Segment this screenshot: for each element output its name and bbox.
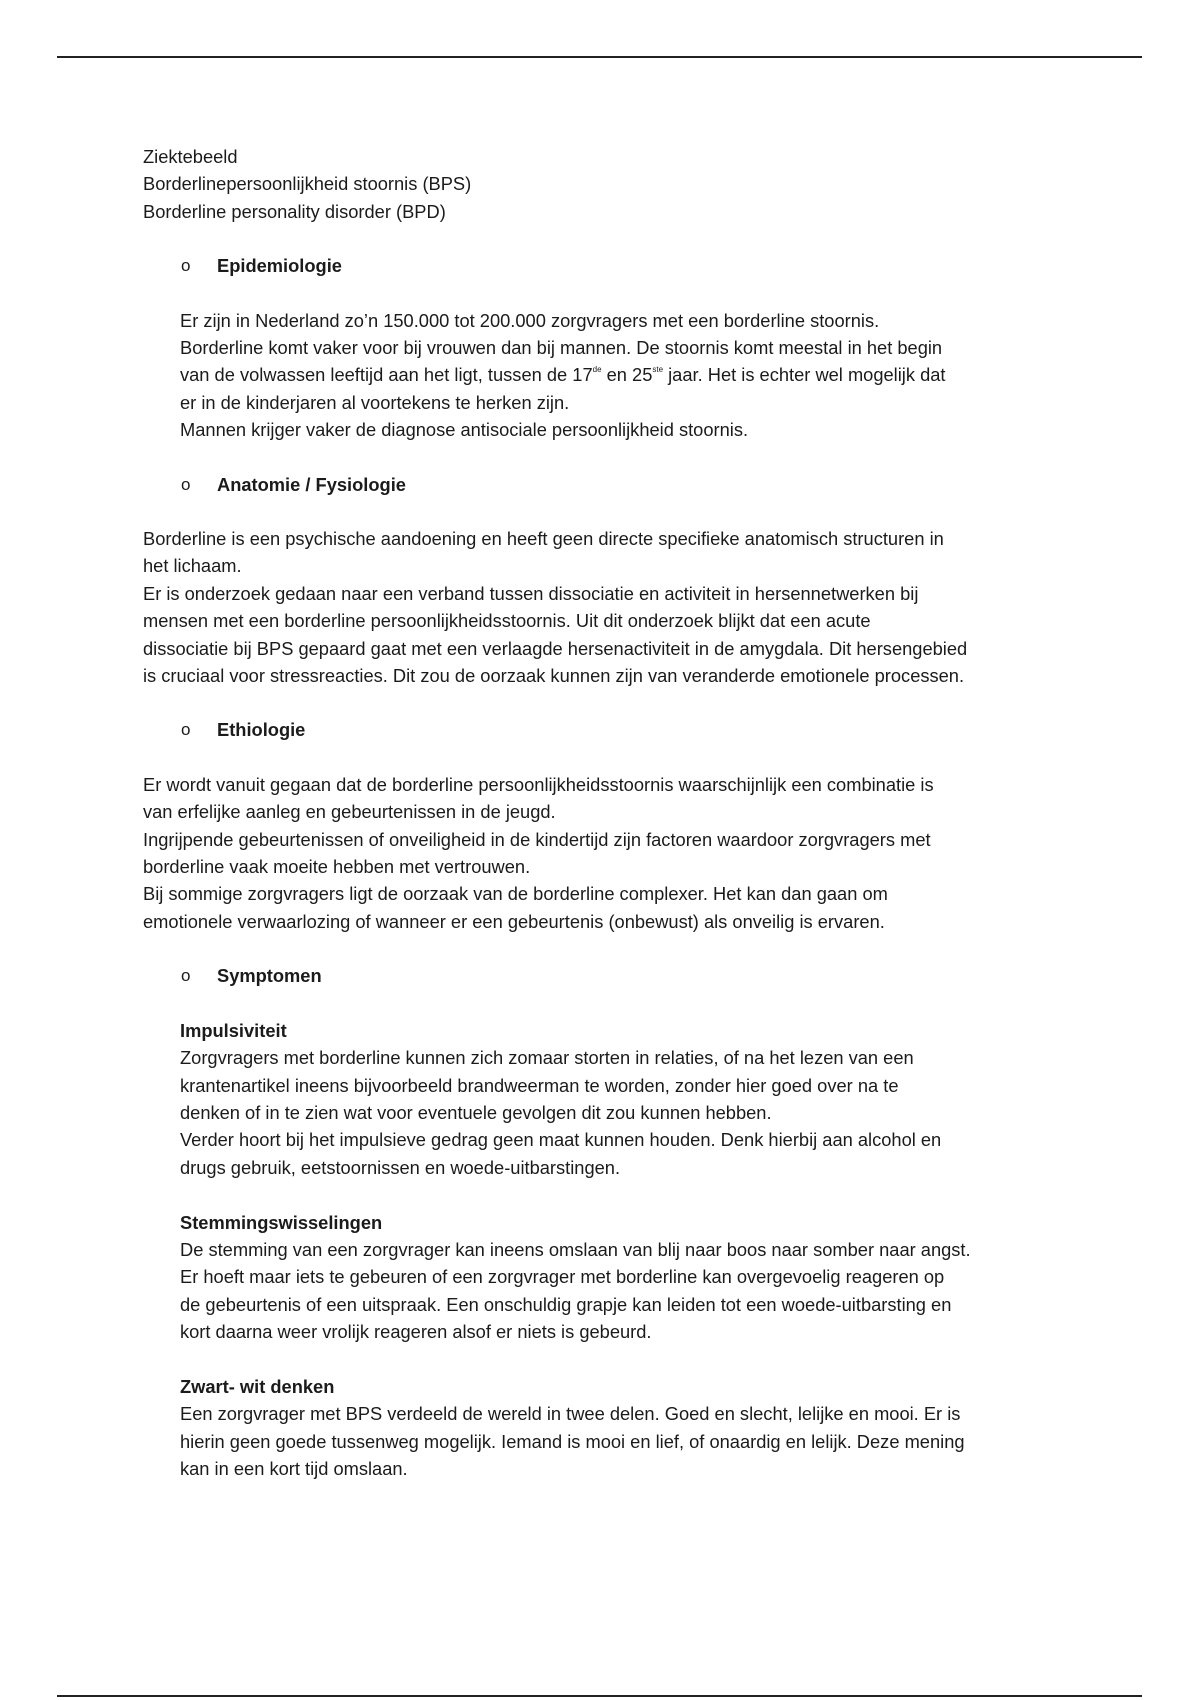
doc-title-line-3: Borderline personality disorder (BPD) bbox=[143, 200, 446, 222]
section-body-ethiologie bbox=[143, 771, 1063, 935]
paragraph-line: het lichaam. bbox=[143, 555, 242, 577]
paragraph-line: krantenartikel ineens bijvoorbeeld brandweerman te worden, zonder hier goed over na te bbox=[180, 1074, 899, 1096]
paragraph-line: borderline vaak moeite hebben met vertrouwen. bbox=[143, 856, 531, 878]
subheading-zwart-wit-denken: Zwart- wit denken bbox=[180, 1375, 335, 1397]
bullet-icon: o bbox=[181, 966, 191, 986]
paragraph-line: is cruciaal voor stressreacties. Dit zou de oorzaak kunnen zijn van veranderde emotionele processen. bbox=[143, 665, 965, 687]
paragraph-line: van erfelijke aanleg en gebeurtenissen in de jeugd. bbox=[143, 801, 556, 823]
subheading-stemmingswisselingen: Stemmingswisselingen bbox=[180, 1211, 383, 1233]
paragraph-line: hierin geen goede tussenweg mogelijk. Iemand is mooi en lief, of onaardig en lelijk. Deze mening bbox=[180, 1430, 965, 1452]
paragraph-line: denken of in te zien wat voor eventuele gevolgen dit zou kunnen hebben. bbox=[180, 1101, 772, 1123]
paragraph-line: Bij sommige zorgvragers ligt de oorzaak van de borderline complexer. Het kan dan gaan om bbox=[143, 883, 888, 905]
bullet-icon: o bbox=[181, 256, 191, 276]
paragraph-line: Borderline komt vaker voor bij vrouwen dan bij mannen. De stoornis komt meestal in het begin bbox=[180, 337, 943, 359]
section-heading-symptomen: o Symptomen bbox=[143, 962, 1063, 989]
paragraph-line: kort daarna weer vrolijk reageren alsof er niets is gebeurd. bbox=[180, 1321, 652, 1343]
paragraph-line: Zorgvragers met borderline kunnen zich zomaar storten in relaties, of na het lezen van een bbox=[180, 1047, 914, 1069]
section-body-anatomie bbox=[143, 525, 1063, 689]
paragraph-line: Mannen krijger vaker de diagnose antisociale persoonlijkheid stoornis. bbox=[180, 419, 749, 441]
paragraph-line: kan in een kort tijd omslaan. bbox=[180, 1458, 408, 1480]
paragraph-line: van de volwassen leeftijd aan het ligt, tussen de 17de en 25ste jaar. Het is echter wel mogelijk dat bbox=[180, 364, 946, 386]
paragraph-line: Er hoeft maar iets te gebeuren of een zorgvrager met borderline kan overgevoelig reageren op bbox=[180, 1266, 945, 1288]
header-rule bbox=[57, 56, 1142, 58]
paragraph-line: Er zijn in Nederland zo’n 150.000 tot 200.000 zorgvragers met een borderline stoornis. bbox=[180, 309, 880, 331]
paragraph-line: mensen met een borderline persoonlijkheidsstoornis. Uit dit onderzoek blijkt dat een acute bbox=[143, 610, 871, 632]
section-body-symptomen bbox=[143, 1017, 1063, 1483]
paragraph-line: Borderline is een psychische aandoening en heeft geen directe specifieke anatomisch structuren in bbox=[143, 528, 944, 550]
paragraph-line: emotionele verwaarlozing of wanneer er een gebeurtenis (onbewust) als onveilig is ervaren. bbox=[143, 910, 885, 932]
doc-title-line-1: Ziektebeeld bbox=[143, 146, 238, 167]
bullet-icon: o bbox=[181, 720, 191, 740]
paragraph-line: Verder hoort bij het impulsieve gedrag geen maat kunnen houden. Denk hierbij aan alcohol en bbox=[180, 1129, 942, 1151]
section-heading-ethiologie: o Ethiologie bbox=[143, 716, 1063, 743]
bullet-icon: o bbox=[181, 474, 191, 494]
paragraph-line: De stemming van een zorgvrager kan ineens omslaan van blij naar boos naar somber naar angst. bbox=[180, 1238, 971, 1260]
doc-title-line-2: Borderlinepersoonlijkheid stoornis (BPS) bbox=[143, 173, 472, 195]
ordinal-suffix: ste bbox=[652, 365, 664, 375]
section-heading-epidemiologie: o Epidemiologie bbox=[143, 252, 1063, 279]
paragraph-line: Een zorgvrager met BPS verdeeld de wereld in twee delen. Goed en slecht, lelijke en mooi. Er is bbox=[180, 1403, 961, 1425]
paragraph-line: Er wordt vanuit gegaan dat de borderline persoonlijkheidsstoornis waarschijnlijk een combinatie is bbox=[143, 773, 934, 795]
paragraph-line: drugs gebruik, eetstoornissen en woede-uitbarstingen. bbox=[180, 1156, 621, 1178]
section-body-epidemiologie bbox=[143, 307, 1063, 444]
footer-rule bbox=[57, 1695, 1142, 1697]
ordinal-suffix: de bbox=[592, 365, 602, 375]
paragraph-line: de gebeurtenis of een uitspraak. Een onschuldig grapje kan leiden tot een woede-uitbarsting en bbox=[180, 1293, 952, 1315]
paragraph-line: dissociatie bij BPS gepaard gaat met een verlaagde hersenactiviteit in de amygdala. Dit hersengebied bbox=[143, 637, 968, 659]
subheading-impulsiviteit: Impulsiviteit bbox=[180, 1019, 287, 1041]
title-block bbox=[143, 143, 1063, 225]
paragraph-line: Ingrijpende gebeurtenissen of onveiligheid in de kindertijd zijn factoren waardoor zorgvragers met bbox=[143, 828, 931, 850]
paragraph-line: er in de kinderjaren al voortekens te herken zijn. bbox=[180, 391, 570, 413]
paragraph-line: Er is onderzoek gedaan naar een verband tussen dissociatie en activiteit in hersennetwerken bij bbox=[143, 582, 919, 604]
document-page bbox=[143, 143, 1063, 1483]
section-heading-anatomie: o Anatomie / Fysiologie bbox=[143, 471, 1063, 498]
